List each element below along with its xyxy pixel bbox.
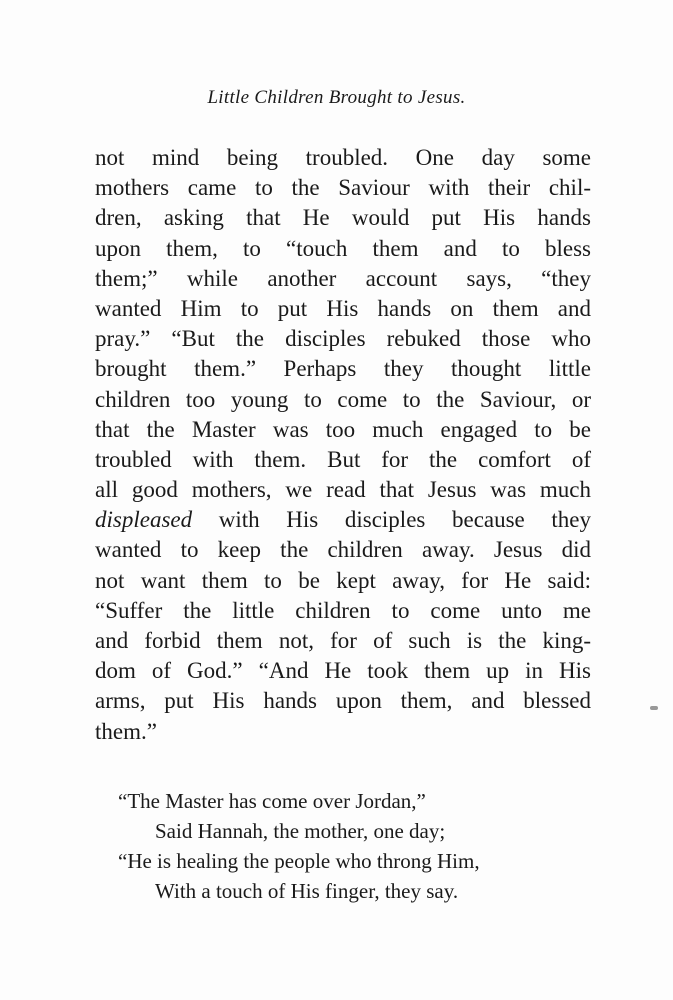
poem-stanza xyxy=(118,786,480,906)
scan-speck xyxy=(650,706,658,710)
text-line: troubled with them. But for the comfort of xyxy=(95,446,591,472)
poem-line: “The Master has come over Jordan,” xyxy=(118,789,426,813)
text-line: wanted to keep the children away. Jesus did xyxy=(95,537,591,563)
running-header: Little Children Brought to Jesus. xyxy=(207,87,466,108)
text-line: them;” while another account says, “they xyxy=(95,265,591,291)
text-line: children too young to come to the Saviour, or xyxy=(95,386,591,412)
text-line: wanted Him to put His hands on them and xyxy=(95,295,591,321)
poem-line: Said Hannah, the mother, one day; xyxy=(155,819,446,843)
text-line: mothers came to the Saviour with their chil- xyxy=(95,175,591,201)
text-line: that the Master was too much engaged to be xyxy=(95,416,591,442)
text-segment: with His disciples because they xyxy=(218,507,592,533)
text-line: all good mothers, we read that Jesus was much xyxy=(95,477,591,503)
text-line xyxy=(95,505,591,535)
poem-line: “He is healing the people who throng Him, xyxy=(118,849,480,873)
text-line: and forbid them not, for of such is the king- xyxy=(95,628,591,653)
text-line: arms, put His hands upon them, and blessed xyxy=(95,688,591,714)
poem-line: With a touch of His finger, they say. xyxy=(155,879,459,903)
text-line: them.” xyxy=(95,718,157,744)
text-line: pray.” “But the disciples rebuked those who xyxy=(95,326,591,352)
body-paragraph xyxy=(95,143,591,747)
text-line: brought them.” Perhaps they thought little xyxy=(95,356,591,382)
text-line: not mind being troubled. One day some xyxy=(95,145,591,170)
text-line: upon them, to “touch them and to bless xyxy=(95,235,591,261)
text-line: not want them to be kept away, for He said: xyxy=(95,567,591,593)
text-line: dom of God.” “And He took them up in His xyxy=(95,658,591,684)
text-line: dren, asking that He would put His hands xyxy=(95,205,591,231)
text-line: “Suffer the little children to come unto me xyxy=(95,597,591,623)
emphasis-displeased: displeased xyxy=(95,507,193,533)
